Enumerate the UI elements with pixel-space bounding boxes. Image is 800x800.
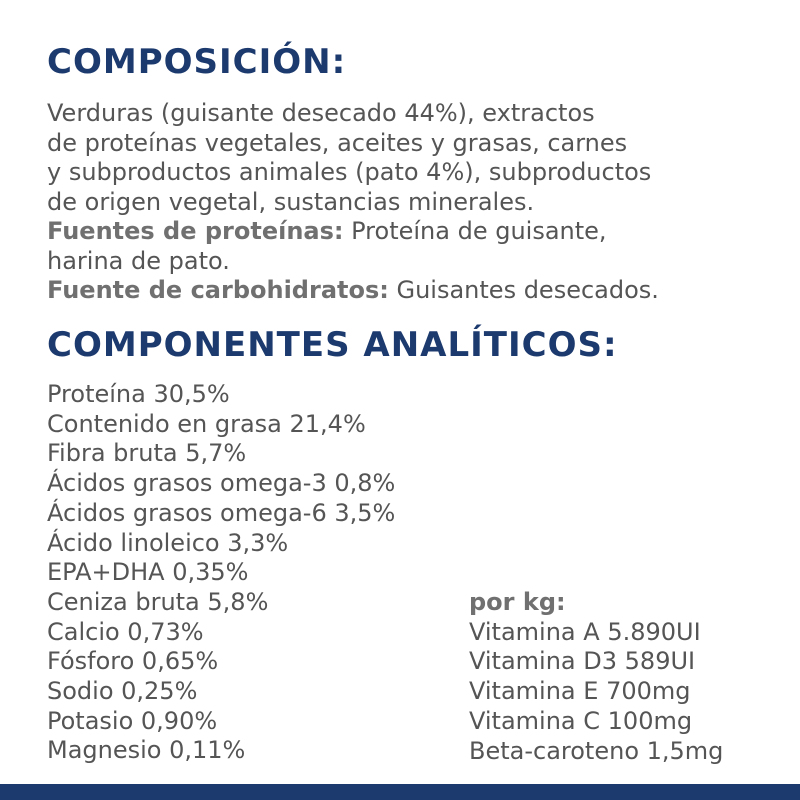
analytical-components-heading: COMPONENTES ANALÍTICOS: <box>47 325 618 365</box>
protein-sources-line-2: harina de pato. <box>47 246 230 275</box>
vitamin-item: Vitamina A 5.890UI <box>469 617 701 646</box>
analytical-item: Ceniza bruta 5,8% <box>47 587 269 616</box>
analytical-item: Calcio 0,73% <box>47 617 204 646</box>
composition-line: y subproductos animales (pato 4%), subproductos <box>47 158 652 186</box>
composition-heading: COMPOSICIÓN: <box>47 42 347 82</box>
vitamin-item: Vitamina D3 589UI <box>469 647 696 676</box>
vitamin-item: Vitamina E 700mg <box>469 677 691 706</box>
vitamins-list <box>469 588 723 766</box>
analytical-item: Fósforo 0,65% <box>47 647 219 676</box>
composition-line: de proteínas vegetales, aceites y grasas, carnes <box>47 128 628 157</box>
analytical-item: Ácidos grasos omega-3 0,8% <box>47 469 396 498</box>
analytical-item: Fibra bruta 5,7% <box>47 439 247 468</box>
carb-source-label: Fuente de carbohidratos: <box>47 276 389 304</box>
vitamin-item: Vitamina C 100mg <box>469 706 693 735</box>
carb-source-line <box>47 276 787 306</box>
analytical-item: Magnesio 0,11% <box>47 736 246 765</box>
footer-bar <box>0 784 800 800</box>
analytical-item: Contenido en grasa 21,4% <box>47 409 366 438</box>
protein-sources-text: Proteína de guisante, <box>343 217 607 245</box>
protein-sources-label: Fuentes de proteínas: <box>47 217 344 245</box>
analytical-components-list <box>47 380 395 766</box>
composition-line: de origen vegetal, sustancias minerales. <box>47 187 535 216</box>
composition-paragraph <box>47 99 787 306</box>
vitamins-per-kg-heading: por kg: <box>469 588 566 616</box>
composition-line: Verduras (guisante desecado 44%), extractos <box>47 99 595 127</box>
protein-sources-line <box>47 217 787 247</box>
analytical-item: Sodio 0,25% <box>47 677 198 706</box>
analytical-item: Ácidos grasos omega-6 3,5% <box>47 498 396 527</box>
analytical-item: Potasio 0,90% <box>47 706 218 735</box>
analytical-item: Ácido linoleico 3,3% <box>47 528 289 557</box>
analytical-item: EPA+DHA 0,35% <box>47 558 249 587</box>
vitamin-item: Beta-caroteno 1,5mg <box>469 736 724 765</box>
carb-source-text: Guisantes desecados. <box>388 276 659 304</box>
analytical-item: Proteína 30,5% <box>47 380 230 408</box>
